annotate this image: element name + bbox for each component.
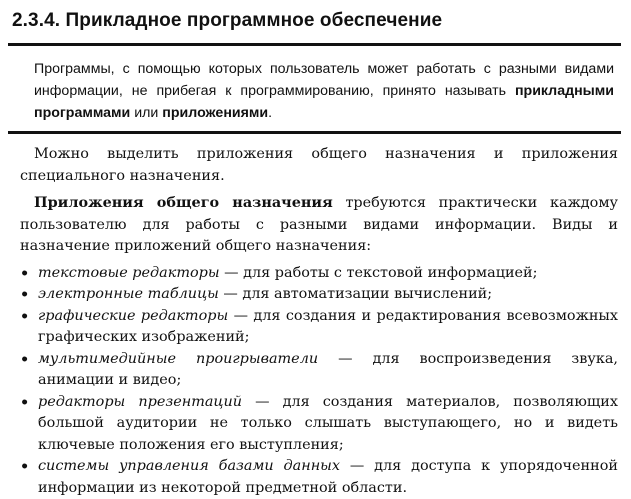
intro-paragraph: Можно выделить приложения общего назначения и приложения специального назначения. [20,146,618,184]
definition-box [34,58,614,124]
definition-term-applications: приложениями [162,105,269,121]
bullet-icon: • [20,393,30,411]
list-item [20,456,618,499]
list-item-desc: — для воспроизведения звука, анимации и видео; [38,350,618,388]
bullet-icon: • [20,264,30,282]
list-item [20,349,618,392]
list-item-term: системы управления базами данных [38,458,341,474]
list-item-term: графические редакторы [38,307,229,324]
body-text [20,144,618,499]
bullet-icon: • [20,458,30,475]
definition-text-before: Программы, с помощью которых пользователь может работать с разными видами информации, не прибегая к программированию, принято называть [34,61,614,99]
list-item-desc: — для работы с текстовой информацией; [219,264,538,281]
general-apps-term: Приложения общего назначения [34,194,333,211]
bullet-icon: • [20,307,30,325]
list-item-desc: — для создания и редактирования всевозможных графических изображений; [38,307,618,345]
section-heading: 2.3.4. Прикладное программное обеспечение [12,10,443,31]
definition-text-after: . [268,105,273,121]
application-types-list [20,263,618,499]
list-item-desc: — для создания материалов, позволяющих большой аудитории не только слышать выступающего, но и видеть ключевые положения его выступления; [38,393,619,453]
bullet-icon: • [20,350,30,368]
general-apps-paragraph [20,192,618,258]
list-item-term: мультимедийные проигрыватели [38,350,319,367]
list-item [20,392,618,457]
list-item-desc: — для автоматизации вычислений; [218,286,493,302]
list-item-term: редакторы презентаций [38,393,242,410]
list-item-term: текстовые редакторы [38,264,220,281]
definition-top-rule [8,43,621,46]
list-item [20,263,618,285]
list-item [20,284,618,306]
definition-joiner: или [130,105,163,121]
list-item-desc: — для доступа к упорядоченной информации из некоторой предметной области. [38,458,618,496]
bullet-icon: • [20,286,30,303]
list-item [20,306,618,349]
list-item-term: электронные таблицы [38,286,219,302]
general-apps-text: требуются практически каждому пользователю для работы с разными видами информации. Виды и назначение приложений общего назначения: [20,195,618,254]
definition-bottom-rule [8,131,621,134]
definition-term-applied-programs: прикладными программами [34,83,614,121]
